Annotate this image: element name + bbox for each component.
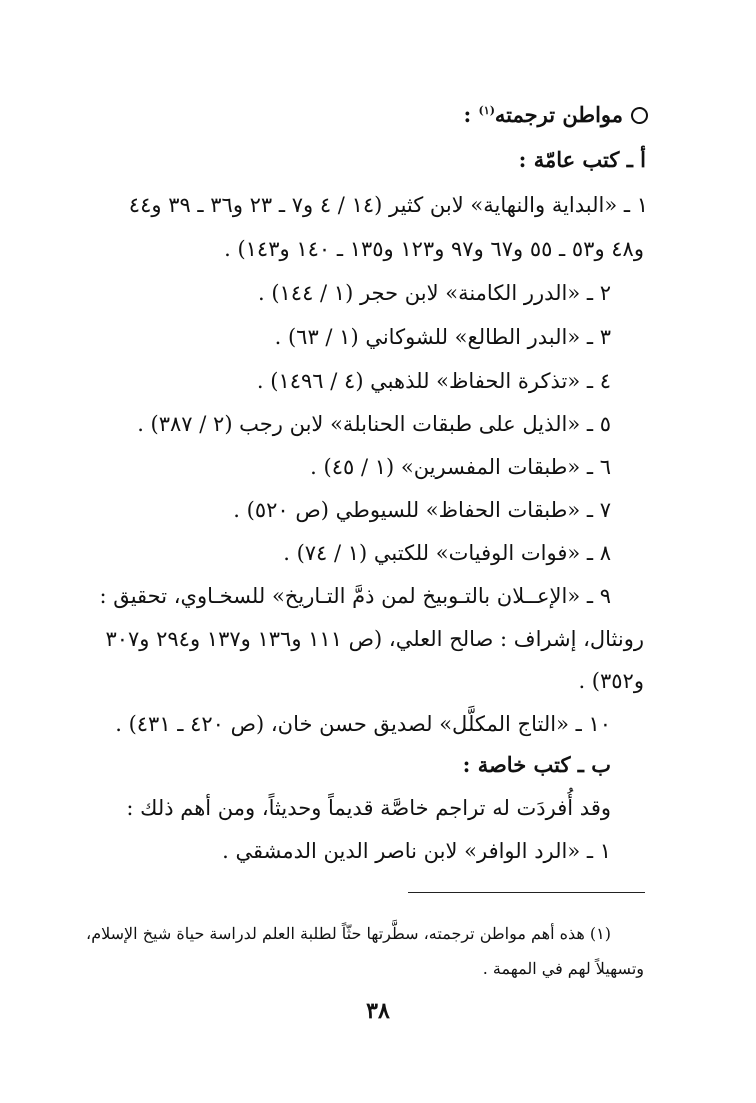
list-item: ١٠ ـ «التاج المكلَّل» لصديق حسن خان، (ص ٤٢٠ ـ ٤٣١) . [115,712,611,736]
list-item: ٥ ـ «الذيل على طبقات الحنابلة» لابن رجب (٢ / ٣٨٧) . [137,412,611,436]
section-title: مواطن ترجمته$^{(١)}$ : [0,100,756,130]
list-item: ١ ـ «البداية والنهاية» لابن كثير (١٤ / ٤ و٧ ـ ٢٣ و٣٦ ـ ٣٩ و٤٤ [128,193,648,217]
footnote-line: (١) هذه أهم مواطن ترجمته، سطَّرتها حثّاً لطلبة العلم لدراسة حياة شيخ الإسلام، [86,924,611,943]
footnote-line: وتسهيلاً لهم في المهمة . [482,959,644,978]
list-item: ٩ ـ «الإعــلان بالتـوبيخ لمن ذمَّ التـاريخ» للسخـاوي، تحقيق : [99,584,611,608]
list-item-continuation: و٤٨ و٥٣ ـ ٥٥ و٦٧ و٩٧ و١٢٣ و١٣٥ ـ ١٤٠ و١٤٣) . [224,237,644,261]
list-item: ٤ ـ «تذكرة الحفاظ» للذهبي (٤ / ١٤٩٦) . [256,369,611,393]
footnote-marker: (١) [478,104,495,117]
list-item: ٢ ـ «الدرر الكامنة» لابن حجر (١ / ١٤٤) . [257,281,611,305]
footnote-divider [408,892,645,893]
list-item: ٨ ـ «فوات الوفيات» للكتبي (١ / ٧٤) . [283,541,611,565]
list-item-continuation: رونثال، إشراف : صالح العلي، (ص ١١١ و١٣٦ و١٣٧ و٢٩٤ و٣٠٧ [105,627,644,651]
paragraph: وقد أُفردَت له تراجم خاصَّة قديماً وحديثاً، ومن أهم ذلك : [126,796,611,820]
circle-bullet-icon [631,107,648,124]
list-item: ٦ ـ «طبقات المفسرين» (١ / ٤٥) . [310,455,611,479]
subsection-a-heading: أ ـ كتب عامّة : [518,147,646,172]
list-item-continuation: و٣٥٢) . [578,669,644,693]
page-number: ٣٨ [366,998,390,1024]
list-item: ٧ ـ «طبقات الحفاظ» للسيوطي (ص ٥٢٠) . [233,498,611,522]
list-item: ١ ـ «الرد الوافر» لابن ناصر الدين الدمشقي . [222,839,611,863]
subsection-b-heading: ب ـ كتب خاصة : [462,752,611,777]
list-item: ٣ ـ «البدر الطالع» للشوكاني (١ / ٦٣) . [274,325,611,349]
